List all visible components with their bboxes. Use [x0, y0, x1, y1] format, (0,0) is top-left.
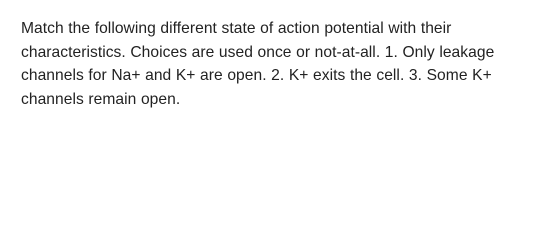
question-text: Match the following different state of action potential with their characteristics. Choices are used once or not-at-all. 1. Only leakage channels for Na+ and K+ are open. 2. K+ exits the cell. 3. Some K+ channels remain open. [21, 20, 495, 108]
